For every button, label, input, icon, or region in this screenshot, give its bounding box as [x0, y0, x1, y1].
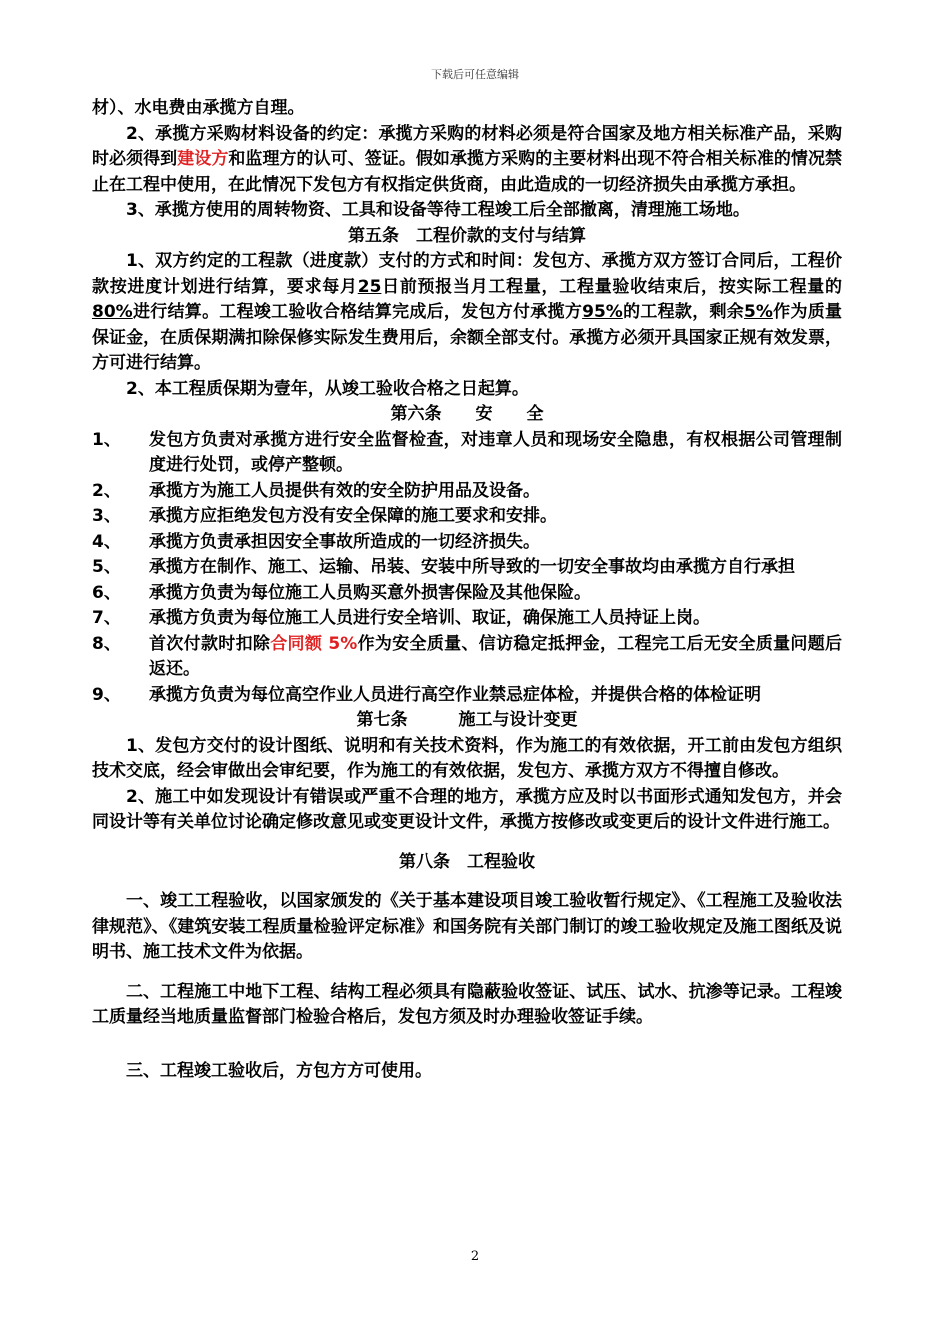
list-text: 承揽方应拒绝发包方没有安全保障的施工要求和安排。 — [149, 506, 557, 526]
paragraph-usage: 三、工程竣工验收后，方包方方可使用。 — [126, 1060, 432, 1081]
text: 和监理方的认可、签证。假如承揽方采购的主要材料出现不符合相关标准的情况禁止在工程中使用，在此情况下发包方有权指定供货商，由此造成的一切经济损失由承揽方承担。 — [92, 149, 843, 195]
list-text: 发包方负责对承揽方进行安全监督检查，对违章人员和现场安全隐患，有权根据公司管理制度进行处罚，或停产整顿。 — [149, 429, 842, 475]
paragraph-design-change: 2、施工中如发现设计有错误或严重不合理的地方，承揽方应及时以书面形式通知发包方，并会同设计等有关单位讨论确定修改意见或变更设计文件，承揽方按修改或变更后的设计文件进行施工。 — [92, 786, 842, 832]
underlined-value: 25 — [357, 276, 382, 297]
list-number: 5、 — [92, 557, 121, 577]
list-item — [92, 683, 842, 709]
list-item — [92, 606, 842, 632]
list-number: 9、 — [92, 684, 121, 705]
paragraph-warranty: 2、本工程质保期为壹年，从竣工验收合格之日起算。 — [126, 378, 529, 399]
underlined-value: 80% — [92, 302, 133, 322]
text: 进行结算。工程竣工验收合格结算完成后，发包方付承揽方 — [132, 302, 583, 322]
paragraph-materials — [92, 122, 842, 199]
section-title-6: 第六条 安 全 — [390, 404, 544, 424]
page-header: 下载后可任意编辑 — [431, 68, 519, 81]
continuation-line: 材）、水电费由承揽方自理。 — [92, 98, 305, 118]
list-number: 6、 — [92, 582, 121, 603]
list-number: 4、 — [92, 531, 121, 552]
list-number: 1、 — [92, 429, 121, 450]
highlight-text: 建设方 — [177, 149, 229, 169]
list-number: 7、 — [92, 608, 121, 628]
text: 2、承揽方采购材料设备的约定：承揽方采购的材料必须是符合国家及地方相关标准产品，采购时必须得到 — [92, 123, 842, 169]
list-text: 承揽方在制作、施工、运输、吊装、安装中所导致的一切安全事故均由承揽方自行承担 — [149, 557, 795, 577]
paragraph-design-docs: 1、发包方交付的设计图纸、说明和有关技术资料，作为施工的有效依据，开工前由发包方组织技术交底，经会审做出会审纪要，作为施工的有效依据，发包方、承揽方双方不得擅自修改。 — [92, 735, 842, 781]
section-title-8: 第八条 工程验收 — [399, 851, 535, 872]
text: 作为质量保证金，在质保期满扣除保修实际发生费用后，余额全部支付。承揽方必须开具国家正规有效发票，方可进行结算。 — [92, 302, 843, 373]
text: 的工程款，剩余 — [622, 302, 745, 322]
underlined-value: 5% — [744, 302, 773, 322]
document-body — [92, 96, 842, 1084]
section-title-5: 第五条 工程价款的支付与结算 — [348, 225, 586, 246]
list-text: 承揽方负责为每位施工人员进行安全培训、取证，确保施工人员持证上岗。 — [149, 608, 710, 628]
list-item — [92, 581, 842, 607]
section-title-7: 第七条 施工与设计变更 — [356, 710, 578, 730]
text: 首次付款时扣除 — [149, 633, 271, 654]
list-text: 承揽方负责为每位高空作业人员进行高空作业禁忌症体检，并提供合格的体检证明 — [149, 684, 761, 705]
list-number: 8、 — [92, 633, 121, 654]
list-text: 承揽方负责承担因安全事故所造成的一切经济损失。 — [149, 531, 540, 552]
paragraph-payment — [92, 249, 842, 377]
list-item — [92, 555, 842, 581]
list-text: 承揽方为施工人员提供有效的安全防护用品及设备。 — [149, 480, 540, 501]
text: 1、双方约定的工程款（进度款）支付的方式和时间：发包方、承揽方双方签订合同后，工程价款按进度计划进行结算，要求每月 — [92, 251, 842, 297]
list-item — [92, 632, 842, 683]
page-number: 2 — [470, 1249, 480, 1264]
paragraph-hidden-works: 二、工程施工中地下工程、结构工程必须具有隐蔽验收签证、试压、试水、抗渗等记录。工程竣工质量经当地质量监督部门检验合格后，发包方须及时办理验收签证手续。 — [92, 981, 842, 1027]
list-number: 2、 — [92, 480, 121, 501]
underlined-value: 95% — [582, 302, 623, 322]
list-item — [92, 479, 842, 505]
highlight-text: 合同额 5% — [270, 633, 358, 654]
list-item — [92, 530, 842, 556]
list-number: 3、 — [92, 506, 121, 526]
list-item — [92, 428, 842, 479]
paragraph-site-clearing: 3、承揽方使用的周转物资、工具和设备等待工程竣工后全部撤离，清理施工场地。 — [126, 200, 750, 220]
list-text: 承揽方负责为每位施工人员购买意外损害保险及其他保险。 — [149, 582, 591, 603]
list-item — [92, 504, 842, 530]
paragraph-acceptance-basis: 一、竣工工程验收，以国家颁发的《关于基本建设项目竣工验收暂行规定》、《工程施工及验收法律规范》、《建筑安装工程质量检验评定标准》和国务院有关部门制订的竣工验收规定及施工图纸及说明书、施工技术文件为依据。 — [92, 891, 842, 962]
text: 日前预报当月工程量，工程量验收结束后，按实际工程量的 — [381, 276, 843, 297]
list-text — [149, 632, 842, 683]
text: 作为安全质量、信访稳定抵押金，工程完工后无安全质量问题后返还。 — [149, 633, 843, 679]
